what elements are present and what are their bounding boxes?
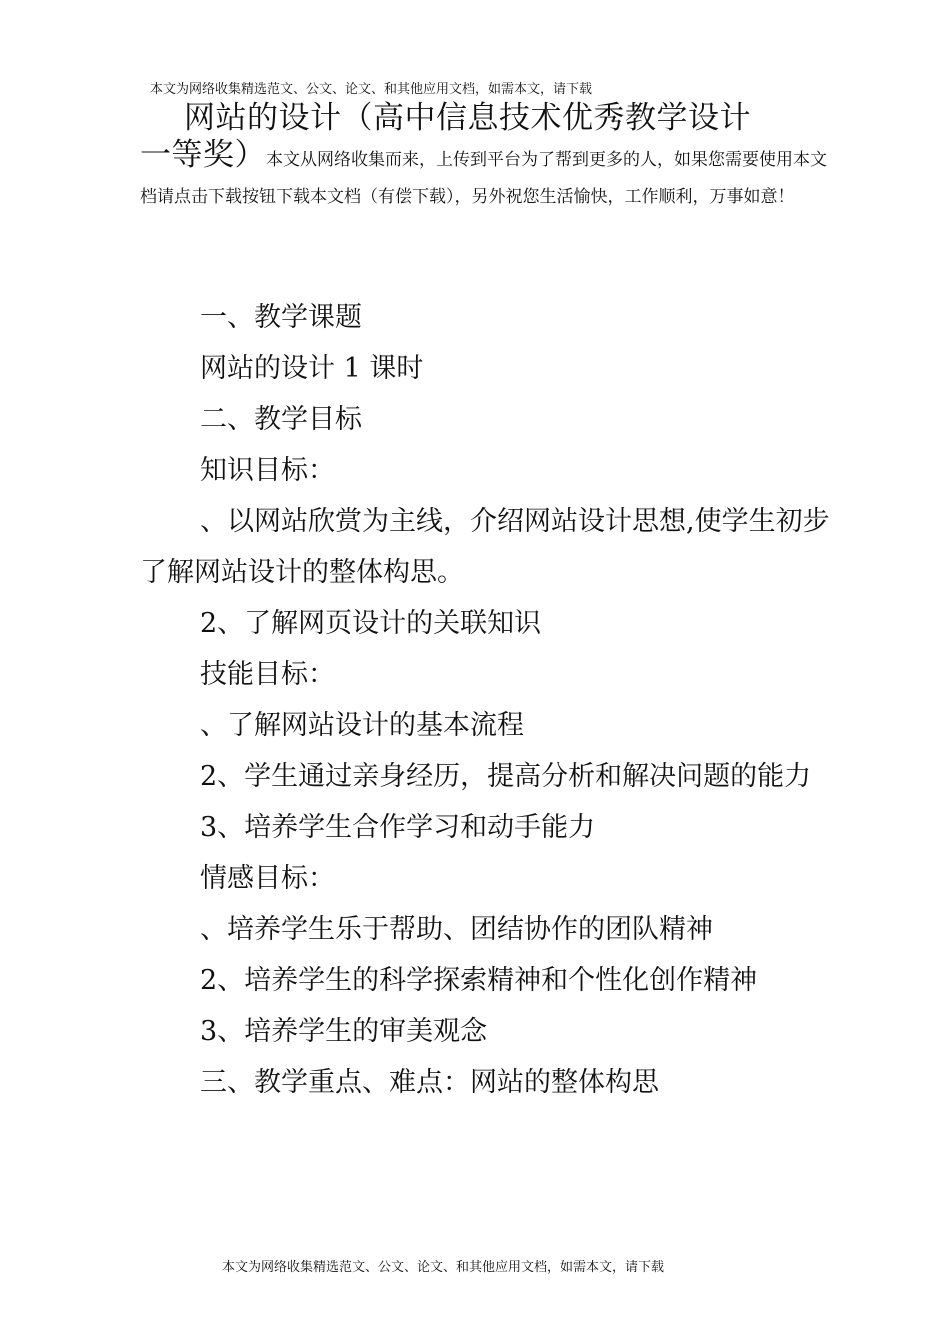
skill-objective-item: 、了解网站设计的基本流程	[200, 710, 524, 741]
knowledge-objective-item: 、以网站欣赏为主线，介绍网站设计思想,使学生初步了解网站设计的整体构思。	[140, 506, 830, 588]
skill-objective-item: 2、学生通过亲身经历，提高分析和解决问题的能力	[200, 761, 812, 792]
emotion-objective-item: 2、培养学生的科学探索精神和个性化创作精神	[200, 965, 758, 996]
topic-content: 网站的设计 1 课时	[200, 353, 424, 384]
intro-note: 本文从网络收集而来，上传到平台为了帮到更多的人，如果您需要使用本文档请点击下载按钮下载本文档（有偿下载），另外祝您生活愉快，工作顺利，万事如意！	[140, 150, 827, 207]
knowledge-objectives-heading: 知识目标：	[200, 455, 335, 486]
document-title-line-2: 一等奖）	[140, 137, 266, 173]
intro-block	[140, 100, 832, 215]
skill-objective-item: 3、培养学生合作学习和动手能力	[200, 812, 596, 843]
section-heading-topic: 一、教学课题	[200, 302, 362, 333]
emotion-objective-item: 3、培养学生的审美观念	[200, 1016, 488, 1047]
document-body	[140, 292, 832, 1108]
knowledge-objective-item: 2、了解网页设计的关联知识	[200, 608, 542, 639]
section-heading-objectives: 二、教学目标	[200, 404, 362, 435]
emotion-objectives-heading: 情感目标：	[200, 863, 335, 894]
page-header-note: 本文为网络收集精选范文、公文、论文、和其他应用文档，如需本文，请下载	[150, 82, 593, 97]
document-title-line-1: 网站的设计（高中信息技术优秀教学设计	[184, 100, 751, 136]
page-footer-note: 本文为网络收集精选范文、公文、论文、和其他应用文档，如需本文，请下载	[222, 1260, 665, 1275]
title-and-intro-line	[140, 137, 832, 215]
emotion-objective-item: 、培养学生乐于帮助、团结协作的团队精神	[200, 914, 713, 945]
skill-objectives-heading: 技能目标：	[200, 659, 335, 690]
section-heading-key-points: 三、教学重点、难点：网站的整体构思	[200, 1067, 659, 1098]
